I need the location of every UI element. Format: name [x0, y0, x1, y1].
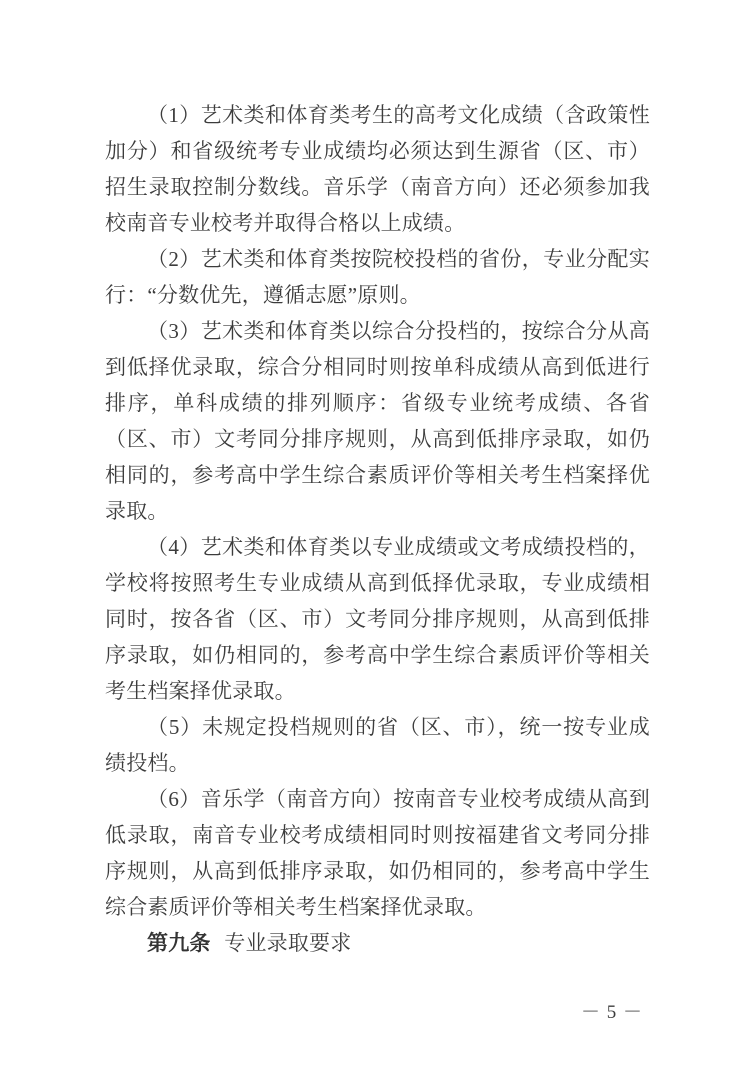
document-body [105, 97, 650, 961]
paragraph-5: （5）未规定投档规则的省（区、市），统一按专业成绩投档。 [105, 715, 650, 775]
paragraph-2: （2）艺术类和体育类按院校投档的省份，专业分配实行：“分数优先，遵循志愿”原则。 [105, 247, 650, 307]
paragraph-6: （6）音乐学（南音方向）按南音专业校考成绩从高到低录取，南音专业校考成绩相同时则按福建省文考同分排序规则，从高到低排序录取，如仍相同的，参考高中学生综合素质评价等相关考生档案择优录取。 [105, 787, 650, 919]
article-heading [105, 925, 650, 961]
paragraph-3: （3）艺术类和体育类以综合分投档的，按综合分从高到低择优录取，综合分相同时则按单科成绩从高到低进行排序，单科成绩的排列顺序：省级专业统考成绩、各省（区、市）文考同分排序规则，从高到低排序录取，如仍相同的，参考高中学生综合素质评价等相关考生档案择优录取。 [105, 319, 650, 523]
paragraph-4: （4）艺术类和体育类以专业成绩或文考成绩投档的，学校将按照考生专业成绩从高到低择优录取，专业成绩相同时，按各省（区、市）文考同分排序规则，从高到低排序录取，如仍相同的，参考高中学生综合素质评价等相关考生档案择优录取。 [105, 535, 650, 703]
article-heading-number: 第九条 [147, 931, 211, 955]
page-number: － 5 － [580, 1002, 643, 1023]
article-heading-title: 专业录取要求 [224, 931, 352, 955]
paragraph-1: （1）艺术类和体育类考生的高考文化成绩（含政策性加分）和省级统考专业成绩均必须达到生源省（区、市）招生录取控制分数线。音乐学（南音方向）还必须参加我校南音专业校考并取得合格以上成绩。 [105, 103, 650, 235]
